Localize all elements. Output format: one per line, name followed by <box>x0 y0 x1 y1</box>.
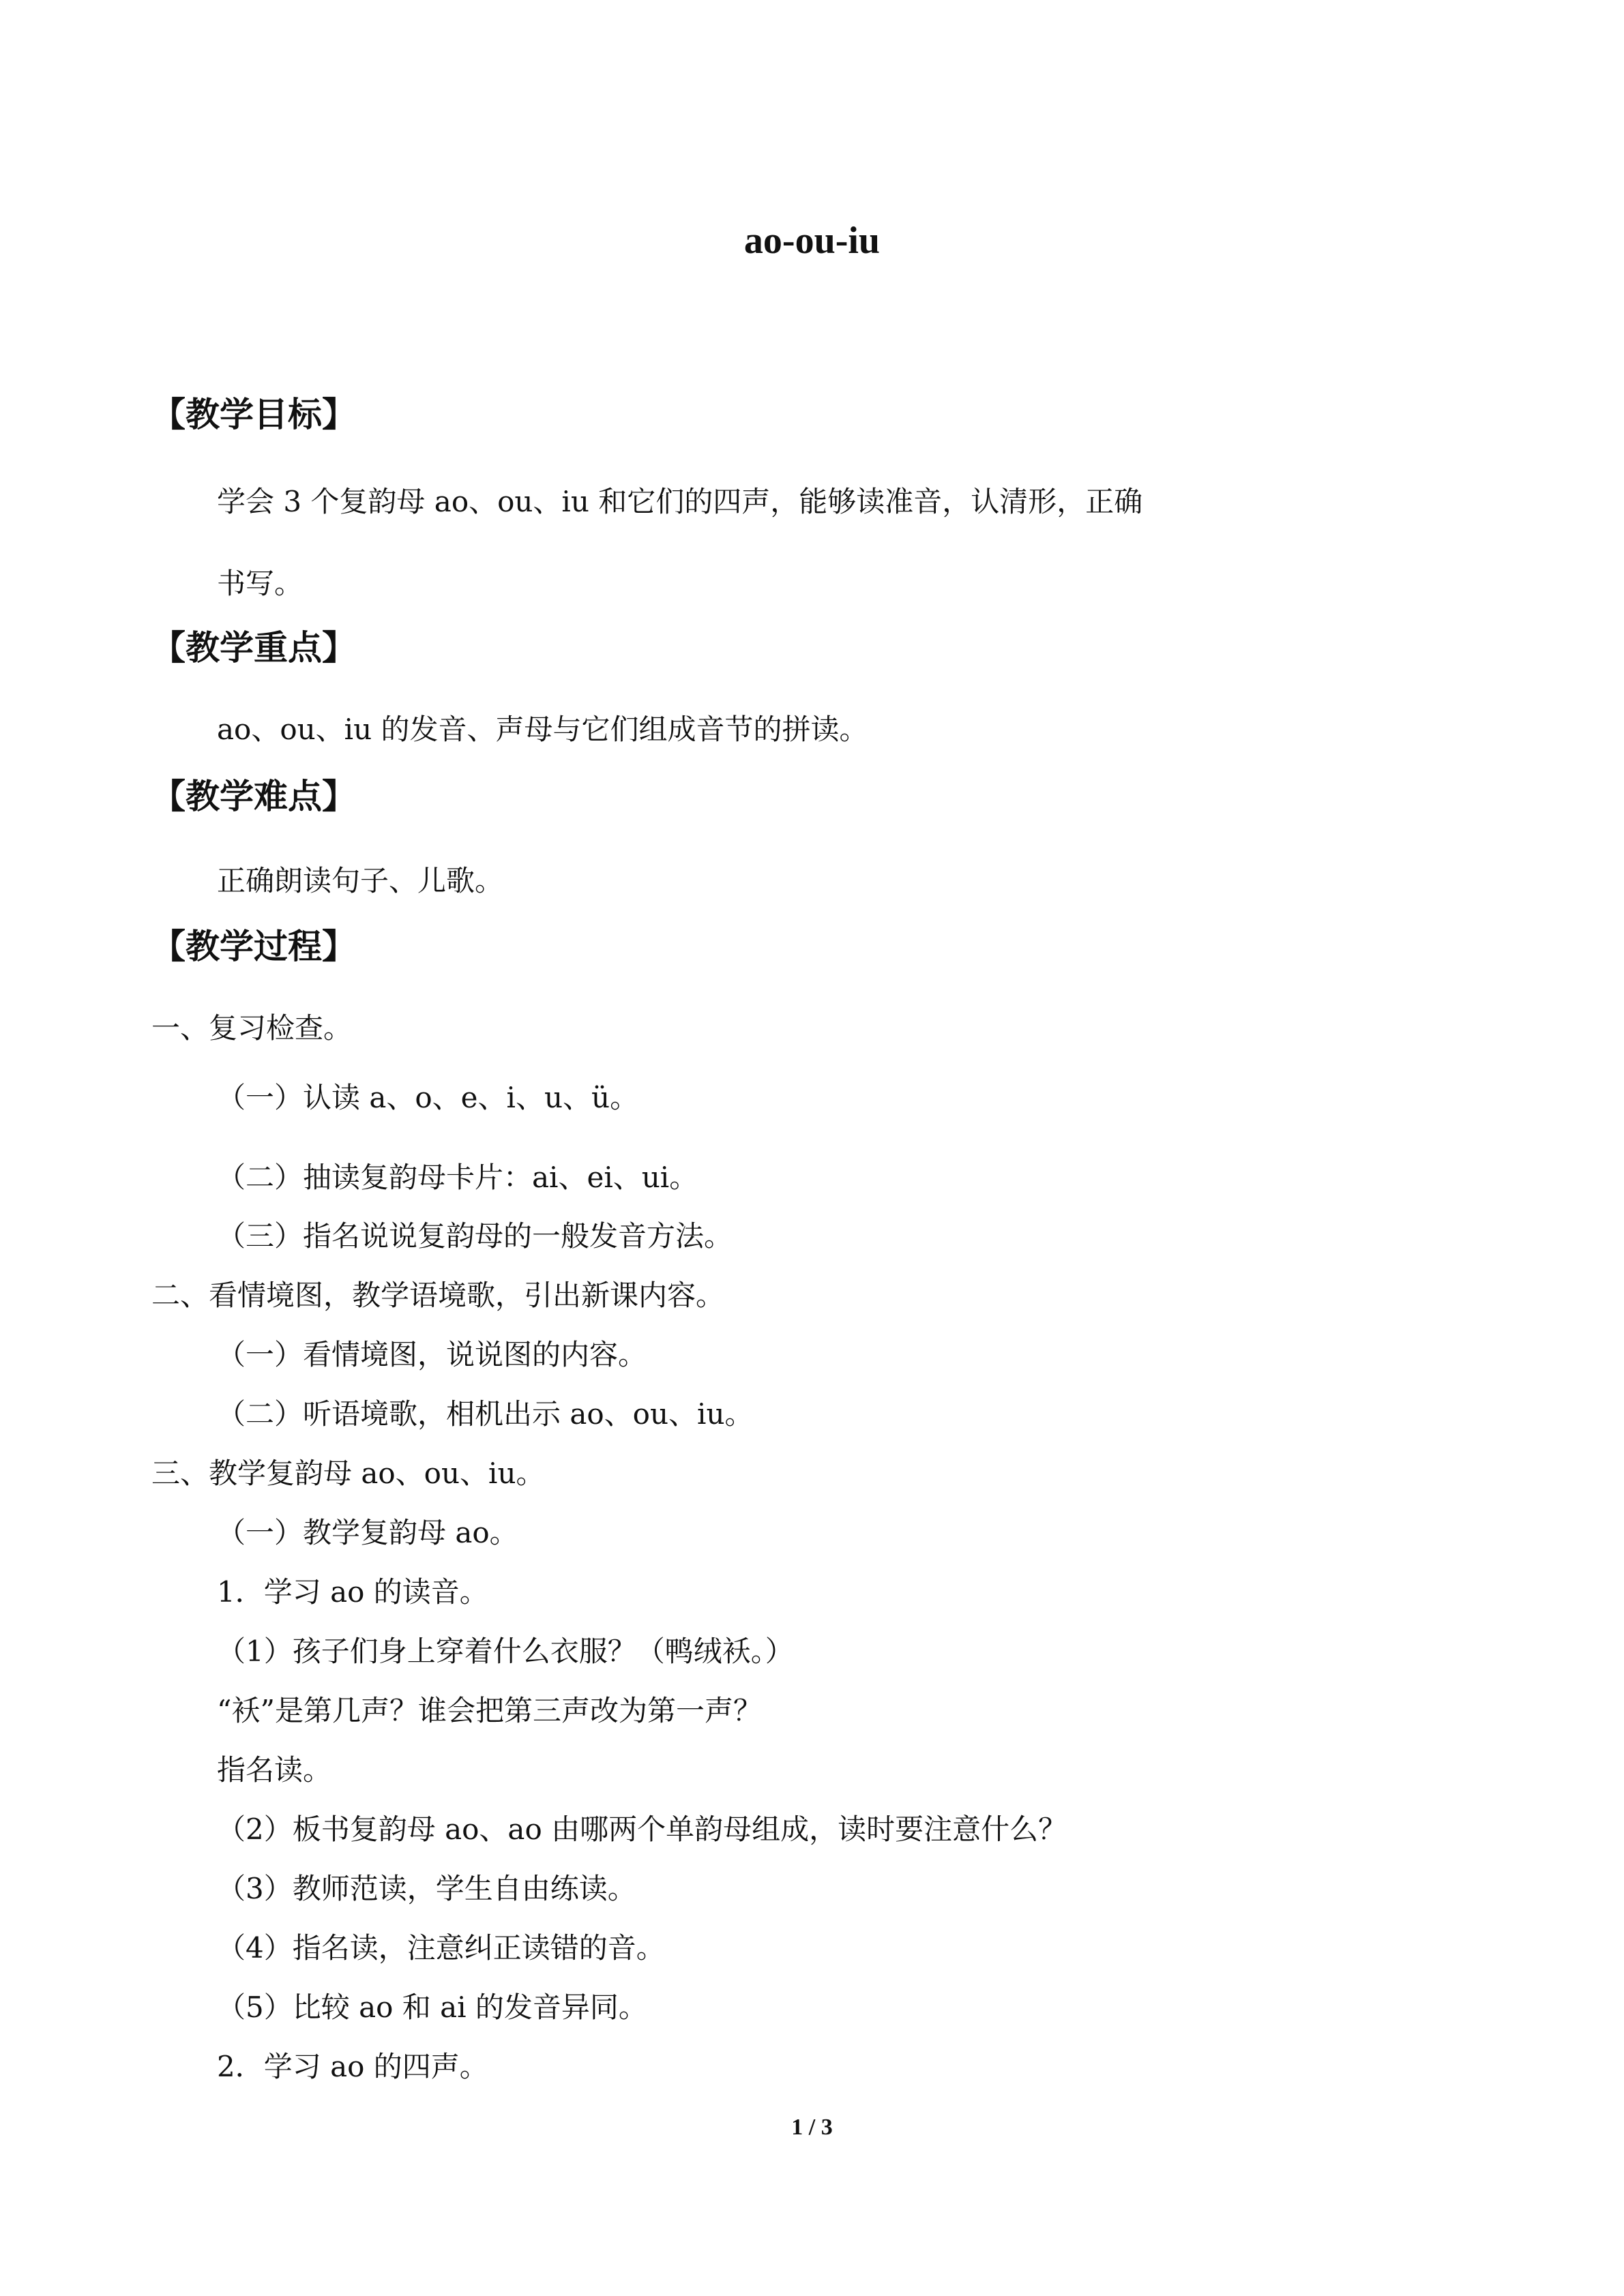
process-line: （2）板书复韵母 ao、ao 由哪两个单韵母组成，读时要注意什么？ <box>217 1813 1067 1846</box>
process-line: （一）教学复韵母 ao。 <box>217 1516 518 1549</box>
process-line: （二）抽读复韵母卡片：ai、ei、ui。 <box>217 1161 698 1194</box>
process-line: （3）教师范读，学生自由练读。 <box>217 1872 636 1905</box>
process-line: （一）认读 a、o、e、i、u、ü。 <box>217 1081 639 1114</box>
process-line: 一、复习检查。 <box>151 1011 353 1045</box>
section-heading-difficulties: 【教学难点】 <box>151 777 356 816</box>
section-heading-process: 【教学过程】 <box>151 927 356 966</box>
process-line: （5）比较 ao 和 ai 的发音异同。 <box>217 1991 647 2024</box>
section-heading-goals: 【教学目标】 <box>151 395 356 434</box>
page-number: 1 / 3 <box>791 2115 833 2140</box>
process-line: （二）听语境歌，相机出示 ao、ou、iu。 <box>217 1397 754 1431</box>
process-line: （一）看情境图，说说图的内容。 <box>217 1338 647 1371</box>
process-line: 三、教学复韵母 ao、ou、iu。 <box>151 1457 545 1490</box>
section-heading-key-points: 【教学重点】 <box>151 628 356 668</box>
process-line: （三）指名说说复韵母的一般发音方法。 <box>217 1219 733 1253</box>
process-line: “袄”是第几声？谁会把第三声改为第一声？ <box>217 1694 762 1727</box>
document-title: ao-ou-iu <box>743 220 881 262</box>
process-line: （4）指名读，注意纠正读错的音。 <box>217 1931 665 1965</box>
process-line: 二、看情境图，教学语境歌，引出新课内容。 <box>151 1279 725 1312</box>
process-line: （1）孩子们身上穿着什么衣服？（鸭绒袄。） <box>217 1635 794 1668</box>
process-line: 指名读。 <box>217 1753 332 1787</box>
difficulties-line-1: 正确朗读句子、儿歌。 <box>217 864 504 897</box>
goals-line-1: 学会 3 个复韵母 ao、ou、iu 和它们的四声，能够读准音，认清形，正确 <box>217 485 1143 518</box>
process-line: 2．学习 ao 的四声。 <box>217 2050 488 2083</box>
goals-line-2: 书写。 <box>217 567 304 600</box>
process-line: 1．学习 ao 的读音。 <box>217 1575 488 1609</box>
key-points-line-1: ao、ou、iu 的发音、声母与它们组成音节的拼读。 <box>217 713 868 746</box>
